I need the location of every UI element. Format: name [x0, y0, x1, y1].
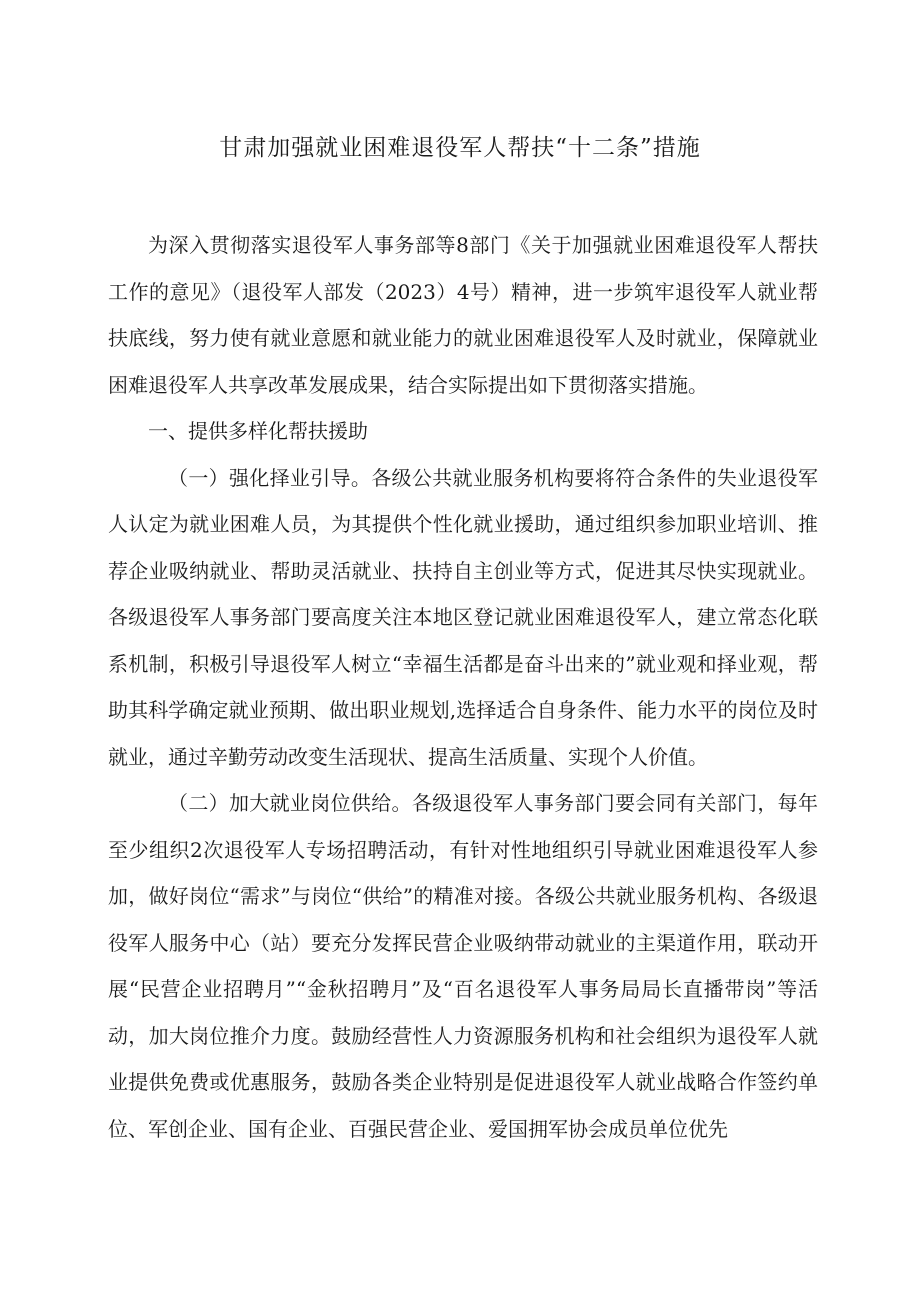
- document-body: [108, 222, 818, 1152]
- intro-paragraph: 为深入贯彻落实退役军人事务部等8部门《关于加强就业困难退役军人帮扶工作的意见》（退役军人部发（2023）4号）精神，进一步筑牢退役军人就业帮扶底线，努力使有就业意愿和就业能力的就业困难退役军人及时就业，保障就业困难退役军人共享改革发展成果，结合实际提出如下贯彻落实措施。: [108, 233, 818, 397]
- section-heading-1: 一、提供多样化帮扶援助: [148, 419, 368, 443]
- subsection-paragraph-2: （二）加大就业岗位供给。各级退役军人事务部门要会同有关部门，每年至少组织2次退役军人专场招聘活动，有针对性地组织引导就业困难退役军人参加，做好岗位“需求”与岗位“供给”的精准对接。各级公共就业服务机构、各级退役军人服务中心（站）要充分发挥民营企业吸纳带动就业的主渠道作用，联动开展“民营企业招聘月”“金秋招聘月”及“百名退役军人事务局局长直播带岗”等活动，加大岗位推介力度。鼓励经营性人力资源服务机构和社会组织为退役军人就业提供免费或优惠服务，鼓励各类企业特别是促进退役军人就业战略合作签约单位、军创企业、国有企业、百强民营企业、爱国拥军协会成员单位优先: [108, 791, 818, 1141]
- subsection-paragraph-1: （一）强化择业引导。各级公共就业服务机构要将符合条件的失业退役军人认定为就业困难人员，为其提供个性化就业援助，通过组织参加职业培训、推荐企业吸纳就业、帮助灵活就业、扶持自主创业等方式，促进其尽快实现就业。各级退役军人事务部门要高度关注本地区登记就业困难退役军人，建立常态化联系机制，积极引导退役军人树立“幸福生活都是奋斗出来的”就业观和择业观，帮助其科学确定就业预期、做出职业规划,选择适合自身条件、能力水平的岗位及时就业，通过辛勤劳动改变生活现状、提高生活质量、实现个人价值。: [108, 465, 818, 769]
- document-title: 甘肃加强就业困难退役军人帮扶“十二条”措施: [219, 135, 701, 161]
